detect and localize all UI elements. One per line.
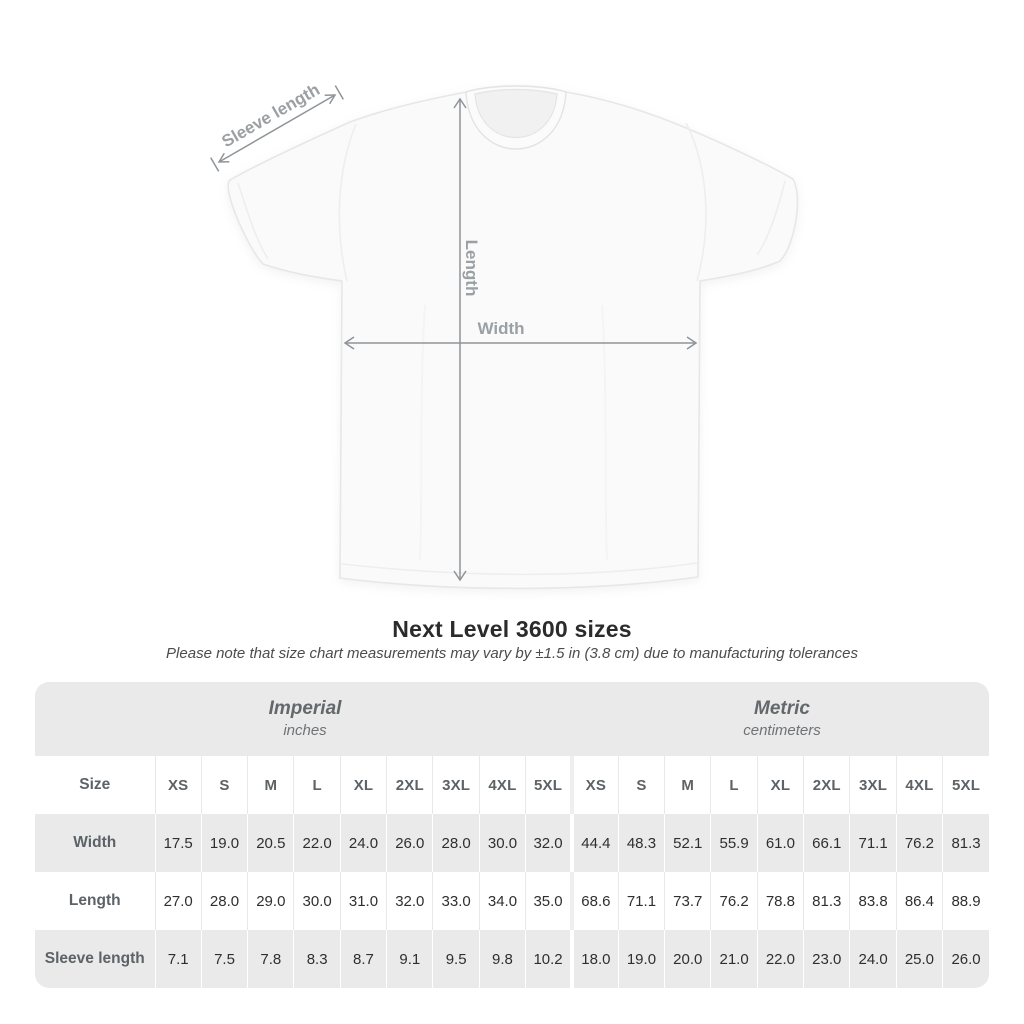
width-label: Width <box>477 319 525 338</box>
measurement-cell: 21.0 <box>711 930 757 988</box>
measurement-cell: 20.5 <box>248 814 294 872</box>
measurement-cell: 35.0 <box>526 872 572 930</box>
measurement-cell: 81.3 <box>943 814 989 872</box>
measurement-cell: 32.0 <box>526 814 572 872</box>
size-header-metric-s: S <box>618 756 664 814</box>
metric-unit: centimeters <box>743 721 821 739</box>
measurement-cell: 76.2 <box>896 814 942 872</box>
imperial-unit: inches <box>283 721 327 739</box>
size-column-header: Size <box>79 776 111 793</box>
size-header-imperial-4xl: 4XL <box>479 756 525 814</box>
measurement-cell: 71.1 <box>618 872 664 930</box>
size-header-imperial-xl: XL <box>340 756 386 814</box>
row-label: Length <box>68 892 121 909</box>
measurement-cell: 88.9 <box>943 872 989 930</box>
tolerance-note: Please note that size chart measurements may vary by ±1.5 in (3.8 cm) due to manufacturing tolerances <box>166 645 858 662</box>
measurement-cell: 86.4 <box>896 872 942 930</box>
measurement-cell: 25.0 <box>896 930 942 988</box>
measurement-cell: 17.5 <box>155 814 201 872</box>
measurement-cell: 30.0 <box>294 872 340 930</box>
row-label: Width <box>73 834 117 851</box>
measurement-cell: 22.0 <box>757 930 803 988</box>
measurement-cell: 73.7 <box>665 872 711 930</box>
measurement-cell: 22.0 <box>294 814 340 872</box>
imperial-label: Imperial <box>268 698 342 719</box>
measurement-cell: 7.5 <box>201 930 247 988</box>
size-table-grid <box>35 756 989 988</box>
row-label: Sleeve length <box>44 950 145 967</box>
page-title: Next Level 3600 sizes <box>392 616 632 642</box>
measurement-cell: 32.0 <box>387 872 433 930</box>
measurement-cell: 78.8 <box>757 872 803 930</box>
measurement-cell: 26.0 <box>387 814 433 872</box>
size-header-imperial-l: L <box>294 756 340 814</box>
metric-header <box>575 682 989 756</box>
measurement-cell: 18.0 <box>572 930 618 988</box>
size-header-metric-5xl: 5XL <box>943 756 989 814</box>
measurement-cell: 10.2 <box>526 930 572 988</box>
measurement-cell: 31.0 <box>340 872 386 930</box>
measurement-cell: 9.1 <box>387 930 433 988</box>
size-header-imperial-5xl: 5XL <box>526 756 572 814</box>
measurement-cell: 19.0 <box>201 814 247 872</box>
measurement-row <box>35 872 989 930</box>
size-header-imperial-m: M <box>248 756 294 814</box>
measurement-cell: 7.1 <box>155 930 201 988</box>
measurement-cell: 44.4 <box>572 814 618 872</box>
size-header-metric-l: L <box>711 756 757 814</box>
measurement-row <box>35 930 989 988</box>
measurement-cell: 26.0 <box>943 930 989 988</box>
size-table <box>35 682 989 988</box>
measurement-cell: 81.3 <box>804 872 850 930</box>
size-header-imperial-3xl: 3XL <box>433 756 479 814</box>
measurement-cell: 33.0 <box>433 872 479 930</box>
sleeve-length-label: Sleeve length <box>218 79 323 152</box>
measurement-cell: 23.0 <box>804 930 850 988</box>
size-header-metric-3xl: 3XL <box>850 756 896 814</box>
size-header-metric-xs: XS <box>572 756 618 814</box>
measurement-cell: 55.9 <box>711 814 757 872</box>
measurement-cell: 8.7 <box>340 930 386 988</box>
size-header-metric-4xl: 4XL <box>896 756 942 814</box>
size-header-imperial-xs: XS <box>155 756 201 814</box>
measurement-cell: 24.0 <box>340 814 386 872</box>
measurement-cell: 71.1 <box>850 814 896 872</box>
measurement-cell: 66.1 <box>804 814 850 872</box>
measurement-cell: 83.8 <box>850 872 896 930</box>
measurement-cell: 68.6 <box>572 872 618 930</box>
size-header-imperial-2xl: 2XL <box>387 756 433 814</box>
measurement-cell: 24.0 <box>850 930 896 988</box>
size-header-metric-xl: XL <box>757 756 803 814</box>
measurement-cell: 61.0 <box>757 814 803 872</box>
measurement-cell: 52.1 <box>665 814 711 872</box>
measurement-cell: 8.3 <box>294 930 340 988</box>
measurement-cell: 9.8 <box>479 930 525 988</box>
size-header-imperial-s: S <box>201 756 247 814</box>
measurement-cell: 27.0 <box>155 872 201 930</box>
size-header-metric-m: M <box>665 756 711 814</box>
measurement-cell: 34.0 <box>479 872 525 930</box>
measurement-cell: 9.5 <box>433 930 479 988</box>
length-label: Length <box>462 239 481 297</box>
measurement-cell: 28.0 <box>201 872 247 930</box>
measurement-cell: 19.0 <box>618 930 664 988</box>
measurement-row <box>35 814 989 872</box>
unit-header-band <box>35 682 989 756</box>
size-header-row <box>35 756 989 814</box>
measurement-cell: 7.8 <box>248 930 294 988</box>
metric-label: Metric <box>754 698 810 719</box>
measurement-cell: 76.2 <box>711 872 757 930</box>
measurement-cell: 20.0 <box>665 930 711 988</box>
measurement-cell: 28.0 <box>433 814 479 872</box>
measurement-cell: 48.3 <box>618 814 664 872</box>
measurement-cell: 29.0 <box>248 872 294 930</box>
measurement-cell: 30.0 <box>479 814 525 872</box>
size-header-metric-2xl: 2XL <box>804 756 850 814</box>
imperial-header <box>35 682 575 756</box>
